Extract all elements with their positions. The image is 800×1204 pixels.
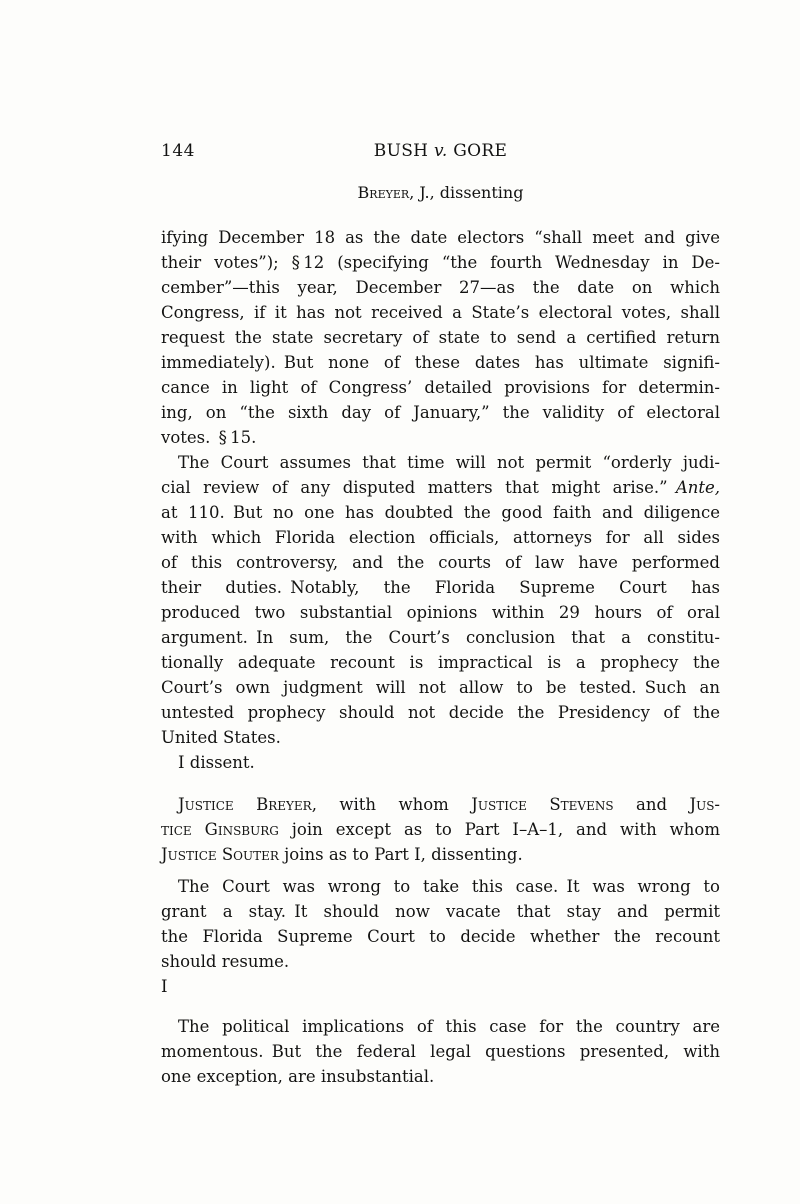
text-line — [161, 575, 720, 600]
text-segment: , with whom — [311, 795, 472, 814]
text-segment: joins as to Part I, dissenting. — [278, 845, 523, 864]
text-segment: I dissent. — [178, 753, 255, 772]
text-segment: immediately). But none of these dates has ultimate signifi- — [161, 353, 720, 372]
case-title — [161, 143, 720, 160]
text-line — [161, 1039, 720, 1064]
text-line — [161, 325, 720, 350]
text-segment: tionally adequate recount is impractical is a prophecy the — [161, 653, 720, 672]
text-line — [161, 817, 720, 842]
text-line — [161, 600, 720, 625]
paragraph — [161, 225, 720, 450]
text-line — [161, 225, 720, 250]
text-line — [161, 425, 720, 450]
text-line — [161, 475, 720, 500]
text-segment: United States. — [161, 728, 281, 747]
text-segment: untested prophecy should not decide the Presidency of the — [161, 703, 720, 722]
text-line — [161, 525, 720, 550]
text-line — [161, 924, 720, 949]
text-segment: I — [161, 977, 168, 996]
case-title-left: BUSH — [373, 141, 434, 161]
text-line — [161, 400, 720, 425]
text-segment: should resume. — [161, 952, 290, 971]
text-segment: produced two substantial opinions within 29 hours of oral — [161, 603, 720, 622]
text-segment: Congress, if it has not received a State’s electoral votes, shall — [161, 303, 720, 322]
text-segment: ing, on “the sixth day of January,” the validity of electoral — [161, 403, 720, 422]
text-segment: their votes”); § 12 (specifying “the fourth Wednesday in De- — [161, 253, 720, 272]
paragraph — [161, 450, 720, 750]
paragraph — [161, 874, 720, 974]
running-head — [161, 185, 720, 201]
text-segment: one exception, are insubstantial. — [161, 1067, 435, 1086]
text-segment: and — [613, 795, 690, 814]
text-line — [161, 375, 720, 400]
text-line — [161, 275, 720, 300]
smallcaps-text: Jus- — [689, 795, 720, 814]
text-segment: cial review of any disputed matters that might arise.” — [161, 478, 676, 497]
smallcaps-text: Justice Stevens — [471, 795, 614, 814]
text-segment: their duties. Notably, the Florida Supreme Court has — [161, 578, 720, 597]
smallcaps-text: Justice Breyer — [178, 795, 312, 814]
section-heading — [161, 974, 720, 999]
text-line — [161, 300, 720, 325]
case-title-versus: v. — [433, 141, 448, 161]
text-segment: at 110. But no one has doubted the good faith and diligence — [161, 503, 720, 522]
text-line — [161, 792, 720, 817]
text-segment: The political implications of this case for the country are — [178, 1017, 720, 1036]
body-text — [161, 225, 720, 1089]
paragraph — [161, 750, 720, 775]
text-line — [161, 949, 720, 974]
text-segment: Court’s own judgment will not allow to be tested. Such an — [161, 678, 720, 697]
smallcaps-text: tice Ginsburg — [161, 820, 279, 839]
smallcaps-text: Justice Souter — [161, 845, 279, 864]
text-segment: argument. In sum, the Court’s conclusion that a constitu- — [161, 628, 720, 647]
text-line — [161, 700, 720, 725]
text-segment: The Court was wrong to take this case. It was wrong to — [178, 877, 720, 896]
text-line — [161, 650, 720, 675]
text-line — [161, 350, 720, 375]
text-segment: cember”—this year, December 27—as the date on which — [161, 278, 720, 297]
page-number: 144 — [161, 141, 195, 161]
text-segment: The Court assumes that time will not permit “orderly judi- — [178, 453, 720, 472]
text-line — [161, 899, 720, 924]
paragraph — [161, 1014, 720, 1089]
text-segment: of this controversy, and the courts of law have performed — [161, 553, 720, 572]
text-line — [161, 550, 720, 575]
running-head-rest: , J., dissenting — [409, 183, 524, 202]
italic-text: Ante, — [675, 478, 720, 497]
text-line — [161, 725, 720, 750]
text-line — [161, 625, 720, 650]
text-line — [161, 1014, 720, 1039]
text-line — [161, 450, 720, 475]
text-segment: ifying December 18 as the date electors “shall meet and give — [161, 228, 720, 247]
page-header — [161, 143, 720, 160]
case-title-right: GORE — [447, 141, 508, 161]
text-segment: the Florida Supreme Court to decide whether the recount — [161, 927, 720, 946]
text-line — [161, 500, 720, 525]
text-segment: grant a stay. It should now vacate that stay and permit — [161, 902, 720, 921]
paragraph — [161, 792, 720, 867]
text-line — [161, 974, 720, 999]
text-line — [161, 250, 720, 275]
text-line — [161, 750, 720, 775]
text-segment: join except as to Part I–A–1, and with whom — [278, 820, 720, 839]
text-segment: momentous. But the federal legal questions presented, with — [161, 1042, 720, 1061]
running-head-justice: Breyer — [357, 183, 410, 202]
text-line — [161, 675, 720, 700]
text-segment: cance in light of Congress’ detailed provisions for determin- — [161, 378, 720, 397]
text-line — [161, 1064, 720, 1089]
text-segment: request the state secretary of state to send a certified return — [161, 328, 720, 347]
text-segment: with which Florida election officials, attorneys for all sides — [161, 528, 720, 547]
text-line — [161, 874, 720, 899]
text-line — [161, 842, 720, 867]
text-segment: votes. § 15. — [161, 428, 257, 447]
